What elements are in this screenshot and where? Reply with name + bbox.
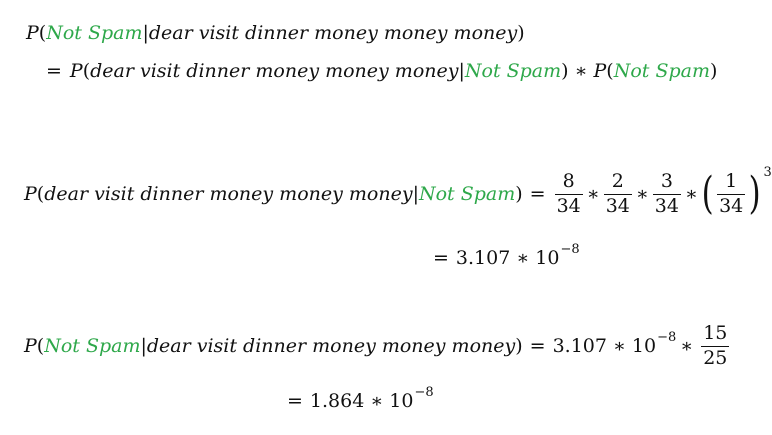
fraction-denominator: 34 [605, 194, 630, 217]
times-sign: ∗ [586, 182, 600, 205]
close-paren: ) [709, 60, 718, 82]
result-mantissa: 1.864 [309, 390, 365, 412]
given-bar: | [412, 182, 419, 205]
fraction-denominator: 25 [703, 346, 728, 369]
exponent: 3 [763, 164, 772, 180]
result-exponent: −8 [560, 242, 580, 257]
ten-base: 10 [631, 334, 657, 357]
message-text: dear visit dinner money money money [148, 22, 518, 44]
times-sign: ∗ [680, 334, 694, 357]
fraction-2-34 [604, 172, 632, 217]
not-spam-label: Not Spam [44, 334, 141, 357]
open-paren: ( [82, 60, 91, 82]
close-paren: ) [517, 22, 525, 44]
prob-symbol: P [69, 60, 83, 82]
given-bar: | [458, 60, 465, 82]
open-paren: ( [606, 60, 614, 82]
close-paren: ) [515, 334, 523, 357]
fraction-numerator: 2 [611, 170, 624, 192]
fraction-15-25 [701, 324, 729, 369]
fraction-3-34 [653, 172, 681, 217]
ten-base: 10 [535, 247, 560, 269]
eq1-line1 [26, 24, 525, 43]
eq2-line1 [24, 164, 772, 220]
equals-sign: = [433, 247, 449, 269]
given-bar: | [142, 22, 149, 44]
not-spam-label: Not Spam [46, 22, 143, 44]
likelihood-exponent: −8 [657, 329, 677, 345]
eq1-line2 [46, 62, 717, 81]
eq3-result [287, 385, 434, 412]
result-mantissa: 3.107 [455, 247, 511, 269]
fraction-denominator: 34 [556, 194, 581, 217]
times-sign: ∗ [516, 247, 530, 269]
not-spam-label: Not Spam [613, 60, 710, 82]
message-text: dear visit dinner money money money [90, 60, 459, 82]
fraction-numerator: 8 [562, 170, 575, 192]
ten-base: 10 [389, 390, 414, 412]
prob-symbol: P [24, 182, 37, 205]
prob-symbol: P [593, 60, 607, 82]
times-sign: ∗ [370, 390, 384, 412]
fraction-numerator: 3 [660, 170, 673, 192]
fraction-denominator: 34 [654, 194, 679, 217]
open-paren: ( [36, 334, 45, 357]
message-text: dear visit dinner money money money [44, 182, 413, 205]
big-open-paren: ( [701, 168, 714, 220]
fraction-1-34 [717, 172, 745, 217]
close-paren: ) [561, 60, 569, 82]
times-sign: ∗ [635, 182, 649, 205]
times-sign: ∗ [612, 334, 626, 357]
fraction-numerator: 15 [703, 322, 728, 344]
close-paren: ) [515, 182, 523, 205]
fraction-denominator: 34 [719, 194, 744, 217]
fraction-numerator: 1 [725, 170, 738, 192]
message-text: dear visit dinner money money money [146, 334, 516, 357]
prob-symbol: P [26, 22, 39, 44]
fraction-8-34 [555, 172, 583, 217]
prob-symbol: P [24, 334, 37, 357]
not-spam-label: Not Spam [464, 60, 562, 82]
times-sign: ∗ [684, 182, 698, 205]
given-bar: | [140, 334, 147, 357]
equals-sign: = [529, 334, 546, 357]
open-paren: ( [38, 22, 47, 44]
eq3-line1 [24, 324, 731, 369]
likelihood-mantissa: 3.107 [552, 334, 607, 357]
equals-sign: = [529, 182, 546, 205]
eq2-result [433, 242, 580, 269]
result-exponent: −8 [414, 385, 434, 400]
times-sign: ∗ [574, 60, 588, 82]
not-spam-label: Not Spam [418, 182, 516, 205]
big-close-paren: ) [748, 168, 761, 220]
open-paren: ( [36, 182, 45, 205]
equals-sign: = [46, 60, 62, 82]
equals-sign: = [287, 390, 303, 412]
